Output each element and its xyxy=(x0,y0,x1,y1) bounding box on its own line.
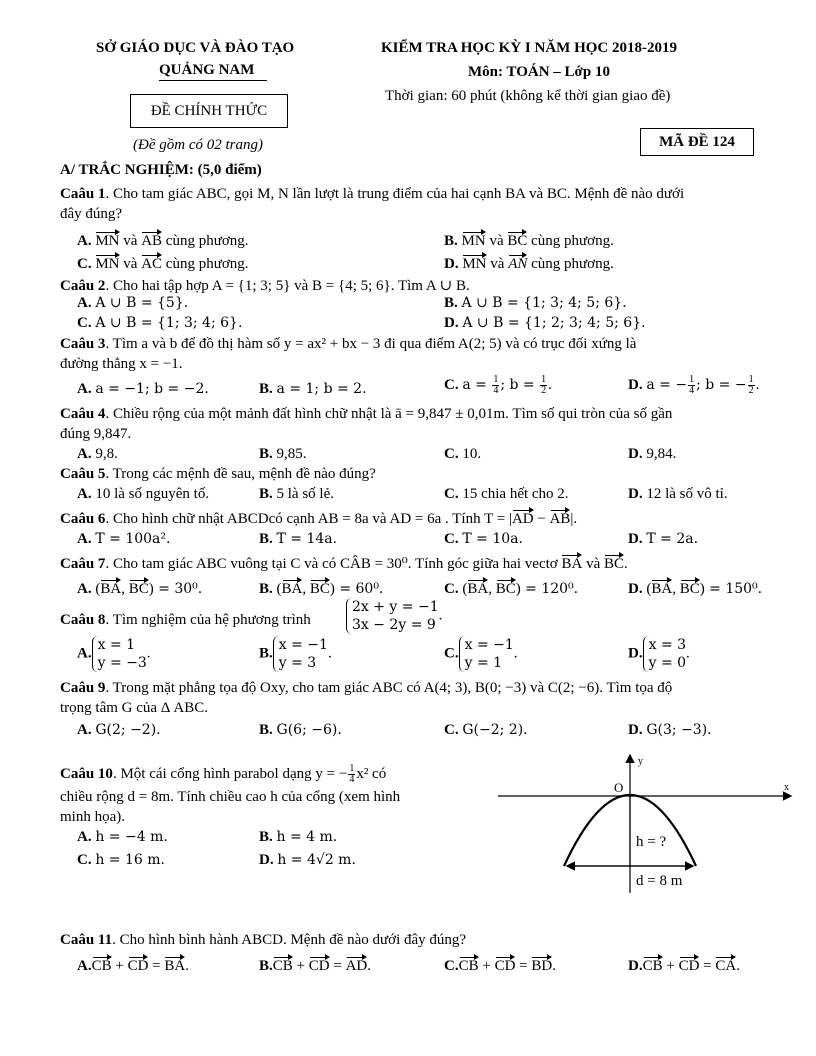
q6-option-d: D. T = 2a. xyxy=(628,531,699,547)
question-3: Caâu 3. Tìm a và b để đồ thị hàm số y = ax² + bx − 3 đi qua điểm A(2; 5) và có trục đối xứng là xyxy=(60,336,637,352)
q2-option-d: D. A ∪ B = {1; 2; 3; 4; 5; 6}. xyxy=(444,315,646,331)
q3-option-c: C. a = $\frac{1}{4}$ ; b = $\frac{1}{2}$ . xyxy=(444,374,552,396)
q8-option-b: B. x = −1 y = 3 . xyxy=(259,637,332,671)
province-name: QUẢNG NAM xyxy=(159,62,255,78)
q5-option-c: C. 15 chia hết cho 2. xyxy=(444,486,569,502)
question-7: Caâu 7. Cho tam giác ABC vuông tại C và có CÂB = 30⁰. Tính góc giữa hai vectơ BA và BC. xyxy=(60,553,628,573)
q2-option-a: A. A ∪ B = {5}. xyxy=(77,295,189,311)
question-2: Caâu 2. Cho hai tập hợp A = {1; 3; 5} và B = {4; 5; 6}. Tìm A ∪ B. xyxy=(60,278,470,294)
width-label: d = 8 m xyxy=(636,873,683,889)
q8-option-d: D. x = 3 y = 0 . xyxy=(628,637,690,671)
q9-option-d: D. G(3; −3). xyxy=(628,722,712,738)
exam-code: MÃ ĐỀ 124 xyxy=(640,128,754,156)
q10-option-d: D. h = 4√2 m. xyxy=(259,852,356,868)
question-4: Caâu 4. Chiều rộng của một mảnh đất hình chữ nhật là ā = 9,847 ± 0,01m. Tìm số qui tròn của số gần xyxy=(60,406,673,422)
q11-option-d: D.CB + CD = CA. xyxy=(628,955,740,975)
department-name: SỞ GIÁO DỤC VÀ ĐÀO TẠO xyxy=(96,40,295,56)
question-5: Caâu 5. Trong các mệnh đề sau, mệnh đề nào đúng? xyxy=(60,466,376,482)
q7-option-c: C. (BA, BC) = 120⁰. xyxy=(444,578,578,598)
q5-option-a: A. 10 là số nguyên tố. xyxy=(77,486,210,502)
pages-note: (Đề gồm có 02 trang) xyxy=(133,137,263,153)
question-10-line2: chiều rộng d = 8m. Tính chiều cao h của cổng (xem hình xyxy=(60,789,401,805)
q5-option-d: D. 12 là số vô tỉ. xyxy=(628,486,728,502)
q4-option-c: C. 10. xyxy=(444,446,482,462)
q7-option-a: A. (BA, BC) = 30⁰. xyxy=(77,578,202,598)
q3-option-d: D. a = − $\frac{1}{4}$ ; b = − $\frac{1}{2}$ . xyxy=(628,374,760,396)
origin-label: O xyxy=(614,780,624,795)
q6-option-a: A. T = 100a². xyxy=(77,531,171,547)
q4-option-d: D. 9,84. xyxy=(628,446,677,462)
q4-option-a: A. 9,8. xyxy=(77,446,118,462)
y-label: y xyxy=(638,756,643,767)
q6-option-b: B. T = 14a. xyxy=(259,531,338,547)
question-10-line3: minh họa). xyxy=(60,809,125,825)
q9-option-b: B. G(6; −6). xyxy=(259,722,342,738)
q1-option-d: D. MN và AN cùng phương. xyxy=(444,253,614,273)
q10-option-a: A. h = −4 m. xyxy=(77,829,168,845)
question-11: Caâu 11. Cho hình bình hành ABCD. Mệnh đề nào dưới đây đúng? xyxy=(60,932,467,948)
section-a-title: A/ TRẮC NGHIỆM: (5,0 điểm) xyxy=(60,162,262,178)
subject-line: Môn: TOÁN – Lớp 10 xyxy=(468,64,610,80)
q3-option-b: B. a = 1; b = 2. xyxy=(259,381,367,397)
q8-option-a: A. x = 1 y = −3 . xyxy=(77,637,151,671)
q8-option-c: C. x = −1 y = 1 . xyxy=(444,637,518,671)
x-label: x xyxy=(784,782,789,793)
q10-option-c: C. h = 16 m. xyxy=(77,852,165,868)
q11-option-a: A.CB + CD = BA. xyxy=(77,955,189,975)
q2-option-c: C. A ∪ B = {1; 3; 4; 6}. xyxy=(77,315,243,331)
height-label: h = ? xyxy=(636,834,667,850)
question-8: Caâu 8. Tìm nghiệm của hệ phương trình xyxy=(60,612,311,628)
question-10: Caâu 10. Một cái cổng hình parabol dạng y = − $\frac{1}{4}$ x² có xyxy=(60,763,387,785)
q1-option-a: A. MN và AB cùng phương. xyxy=(77,230,249,250)
question-9: Caâu 9. Trong mặt phẳng tọa độ Oxy, cho tam giác ABC có A(4; 3), B(0; −3) và C(2; −6). Tìm tọa độ xyxy=(60,680,673,696)
q5-option-b: B. 5 là số lẻ. xyxy=(259,486,335,502)
q7-option-b: B. (BA, BC) = 60⁰. xyxy=(259,578,383,598)
time-line: Thời gian: 60 phút (không kể thời gian giao đề) xyxy=(385,88,671,104)
q10-option-b: B. h = 4 m. xyxy=(259,829,338,845)
q3-option-a: A. a = −1; b = −2. xyxy=(77,381,209,397)
header-underline xyxy=(159,80,267,81)
q9-option-c: C. G(−2; 2). xyxy=(444,722,528,738)
q1-option-b: B. MN và BC cùng phương. xyxy=(444,230,614,250)
question-1-cont: đây đúng? xyxy=(60,206,123,222)
parabola-gate-figure xyxy=(490,748,800,898)
q7-option-d: D. (BA, BC) = 150⁰. xyxy=(628,578,762,598)
question-9-cont: trọng tâm G của Δ ABC. xyxy=(60,700,208,716)
question-3-cont: đường thẳng x = −1. xyxy=(60,356,183,372)
q6-option-c: C. T = 10a. xyxy=(444,531,523,547)
official-stamp: ĐỀ CHÍNH THỨC xyxy=(130,94,288,128)
q2-option-b: B. A ∪ B = {1; 3; 4; 5; 6}. xyxy=(444,295,627,311)
question-6: Caâu 6. Cho hình chữ nhật ABCDcó cạnh AB = 8a và AD = 6a . Tính T = |AD − AB|. xyxy=(60,508,577,528)
q11-option-c: C.CB + CD = BD. xyxy=(444,955,556,975)
q1-option-c: C. MN và AC cùng phương. xyxy=(77,253,249,273)
q8-system: 2x + y = −1 3x − 2y = 9 . xyxy=(346,598,442,634)
question-4-cont: đúng 9,847. xyxy=(60,426,132,442)
exam-title: KIỂM TRA HỌC KỲ I NĂM HỌC 2018-2019 xyxy=(381,40,677,56)
q4-option-b: B. 9,85. xyxy=(259,446,307,462)
q9-option-a: A. G(2; −2). xyxy=(77,722,161,738)
question-1: Caâu 1. Cho tam giác ABC, gọi M, N lần lượt là trung điểm của hai cạnh BA và BC. Mệnh đề nào dưới xyxy=(60,186,685,202)
q11-option-b: B.CB + CD = AD. xyxy=(259,955,371,975)
